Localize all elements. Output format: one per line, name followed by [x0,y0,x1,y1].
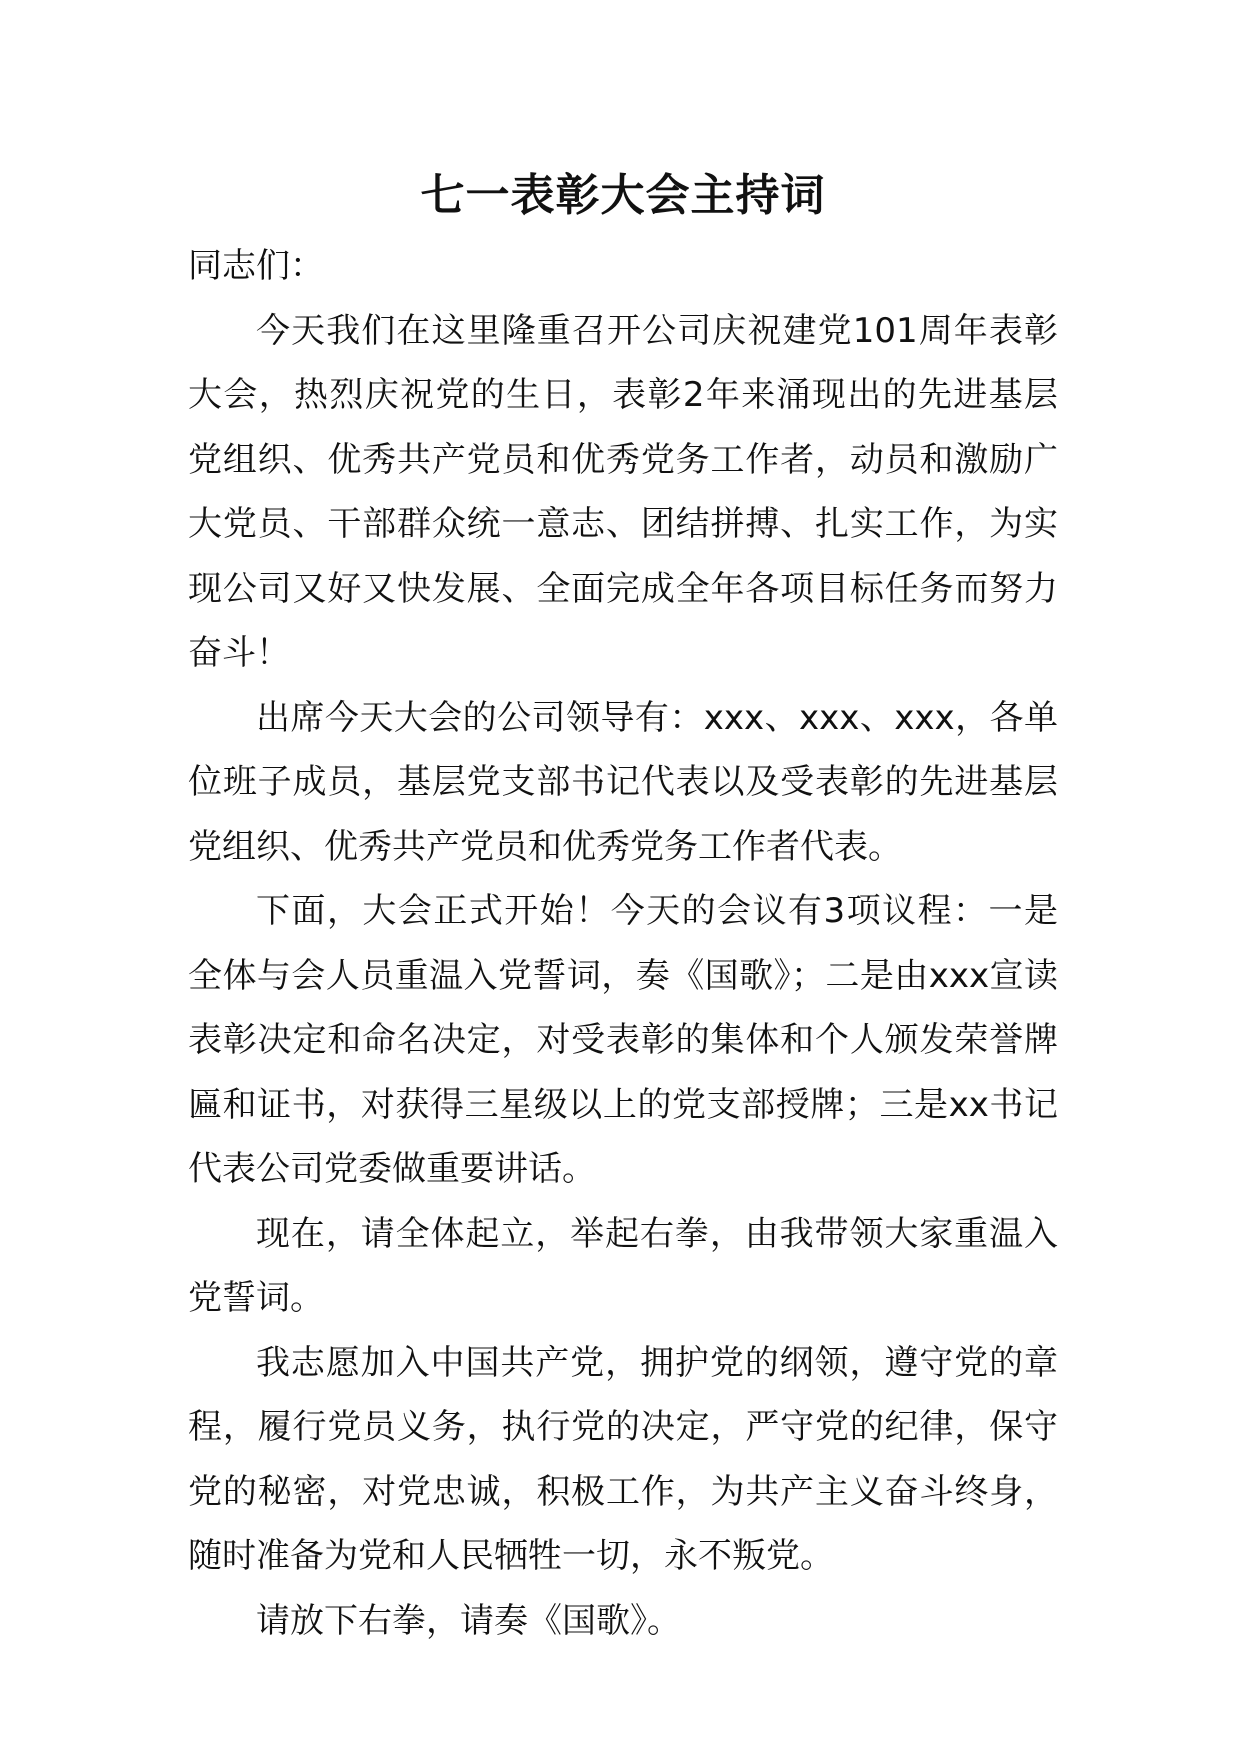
document-page [188,160,1058,1653]
paragraph-oath: 我志愿加入中国共产党，拥护党的纲领，遵守党的章程，履行党员义务，执行党的决定，严守党的纪律，保守党的秘密，对党忠诚，积极工作，为共产主义奋斗终身，随时准备为党和人民牺牲一切，永不叛党。 [188,1342,1058,1576]
salutation: 同志们： [188,246,324,286]
paragraph-anthem: 请放下右拳，请奏《国歌》。 [256,1600,681,1641]
document-title: 七一表彰大会主持词 [420,170,826,221]
paragraph-opening: 今天我们在这里隆重召开公司庆祝建党101周年表彰大会，热烈庆祝党的生日，表彰2年来涌现出的先进基层党组织、优秀共产党员和优秀党务工作者，动员和激励广大党员、干部群众统一意志、团结拼搏、扎实工作，为实现公司又好又快发展、全面完成全年各项目标任务而努力奋斗！ [188,310,1058,673]
paragraph-agenda: 下面，大会正式开始！今天的会议有3项议程：一是全体与会人员重温入党誓词，奏《国歌》；二是由xxx宣读表彰决定和命名决定，对受表彰的集体和个人颁发荣誉牌匾和证书，对获得三星级以上的党支部授牌；三是xx书记代表公司党委做重要讲话。 [188,891,1058,1189]
paragraph-stand-up: 现在，请全体起立，举起右拳，由我带领大家重温入党誓词。 [188,1213,1058,1318]
paragraph-attendees: 出席今天大会的公司领导有：xxx、xxx、xxx，各单位班子成员，基层党支部书记代表以及受表彰的先进基层党组织、优秀共产党员和优秀党务工作者代表。 [188,697,1058,867]
